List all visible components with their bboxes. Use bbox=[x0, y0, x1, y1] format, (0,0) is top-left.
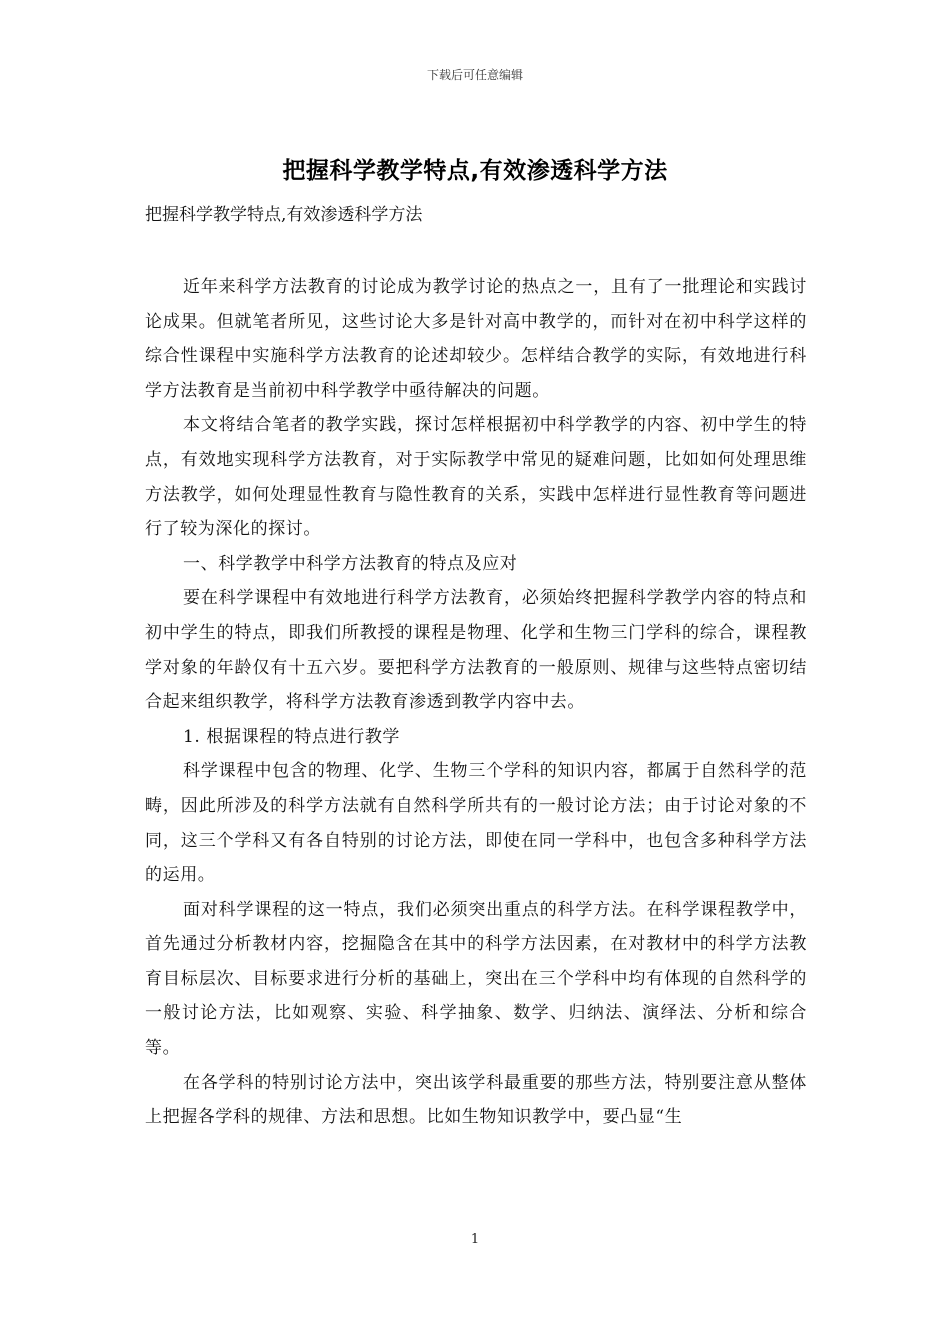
paragraph-intro: 近年来科学方法教育的讨论成为教学讨论的热点之一，且有了一批理论和实践讨论成果。但就笔者所见，这些讨论大多是针对高中教学的，而针对在初中科学这样的综合性课程中实施科学方法教育的论述却较少。怎样结合教学的实际，有效地进行科学方法教育是当前初中科学教学中亟待解决的问题。 bbox=[145, 277, 807, 401]
document-body bbox=[145, 270, 807, 1135]
document-subtitle: 把握科学教学特点,有效渗透科学方法 bbox=[145, 205, 423, 225]
section-heading-1: 一、科学教学中科学方法教育的特点及应对 bbox=[183, 553, 518, 574]
paragraph-subsection-1a: 科学课程中包含的物理、化学、生物三个学科的知识内容，都属于自然科学的范畴，因此所涉及的科学方法就有自然科学所共有的一般讨论方法；由于讨论对象的不同，这三个学科又有各自特别的讨论方法，即使在同一学科中，也包含多种科学方法的运用。 bbox=[145, 761, 807, 886]
subsection-heading-1: 1. 根据课程的特点进行教学 bbox=[183, 726, 401, 747]
paragraph-section-1: 要在科学课程中有效地进行科学方法教育，必须始终把握科学教学内容的特点和初中学生的特点，即我们所教授的课程是物理、化学和生物三门学科的综合，课程教学对象的年龄仅有十五六岁。要把科学方法教育的一般原则、规律与这些特点密切结合起来组织教学，将科学方法教育渗透到教学内容中去。 bbox=[145, 588, 807, 713]
page-number: 1 bbox=[470, 1232, 480, 1247]
document-title: 把握科学教学特点,有效渗透科学方法 bbox=[282, 158, 668, 184]
paragraph-subsection-1c: 在各学科的特别讨论方法中，突出该学科最重要的那些方法，特别要注意从整体上把握各学科的规律、方法和思想。比如生物知识教学中，要凸显“生 bbox=[145, 1072, 807, 1128]
paragraph-subsection-1b: 面对科学课程的这一特点，我们必须突出重点的科学方法。在科学课程教学中，首先通过分析教材内容，挖掘隐含在其中的科学方法因素，在对教材中的科学方法教育目标层次、目标要求进行分析的基础上，突出在三个学科中均有体现的自然科学的一般讨论方法，比如观察、实验、科学抽象、数学、归纳法、演绎法、分析和综合等。 bbox=[145, 899, 807, 1059]
paragraph-purpose: 本文将结合笔者的教学实践，探讨怎样根据初中科学教学的内容、初中学生的特点，有效地实现科学方法教育，对于实际教学中常见的疑难问题，比如如何处理思维方法教学，如何处理显性教育与隐性教育的关系，实践中怎样进行显性教育等问题进行了较为深化的探讨。 bbox=[145, 415, 807, 540]
page-header-note: 下载后可任意编辑 bbox=[426, 68, 523, 82]
